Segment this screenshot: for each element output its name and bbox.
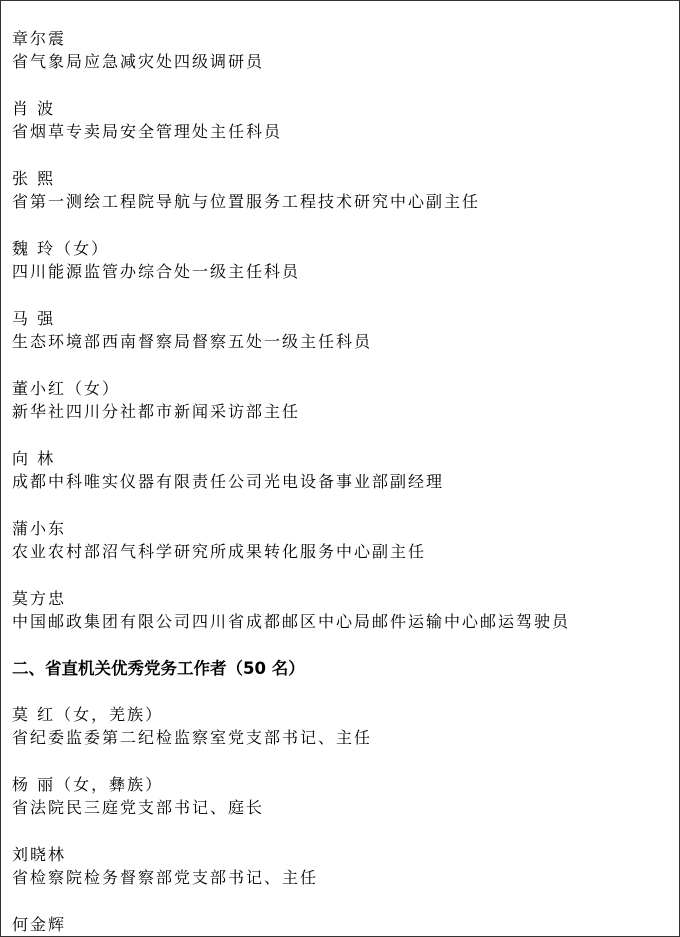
list-item [12,168,480,213]
person-name: 莫 红（女，羌族） [12,705,164,724]
list-item [12,448,444,493]
list-item [12,774,264,819]
list-item [12,238,300,283]
person-title: 中国邮政集团有限公司四川省成都邮区中心局邮件运输中心邮运驾驶员 [12,612,571,631]
person-name: 蒲小东 [12,519,67,538]
person-name: 魏 玲（女） [12,239,110,258]
person-name: 向 林 [12,449,56,468]
person-title: 省检察院检务督察部党支部书记、主任 [12,868,319,887]
person-title: 生态环境部西南督察局督察五处一级主任科员 [12,332,373,351]
person-name: 杨 丽（女，彝族） [12,775,164,794]
list-item [12,914,66,937]
person-title: 成都中科唯实仪器有限责任公司光电设备事业部副经理 [12,472,445,491]
person-title: 省烟草专卖局安全管理处主任科员 [12,122,283,141]
list-item [12,844,318,889]
person-title: 省气象局应急减灾处四级调研员 [12,52,265,71]
person-title: 省法院民三庭党支部书记、庭长 [12,798,265,817]
person-title: 农业农村部沼气科学研究所成果转化服务中心副主任 [12,542,427,561]
list-item [12,28,264,73]
section-heading: 二、省直机关优秀党务工作者（50 名） [12,659,305,678]
person-title: 新华社四川分社都市新闻采访部主任 [12,402,301,421]
person-name: 刘晓林 [12,845,67,864]
list-item [12,588,570,633]
list-item [12,308,372,353]
list-item [12,98,282,143]
list-item [12,518,426,563]
person-name: 何金辉 [12,915,67,934]
person-title: 省纪委监委第二纪检监察室党支部书记、主任 [12,728,373,747]
person-name: 肖 波 [12,99,56,118]
list-item [12,378,300,423]
person-name: 莫方忠 [12,589,67,608]
person-name: 董小红（女） [12,379,121,398]
person-title: 省第一测绘工程院导航与位置服务工程技术研究中心副主任 [12,192,481,211]
person-title: 四川能源监管办综合处一级主任科员 [12,262,301,281]
person-name: 马 强 [12,309,56,328]
list-item [12,704,372,749]
person-name: 张 熙 [12,169,56,188]
person-name: 章尔震 [12,29,67,48]
